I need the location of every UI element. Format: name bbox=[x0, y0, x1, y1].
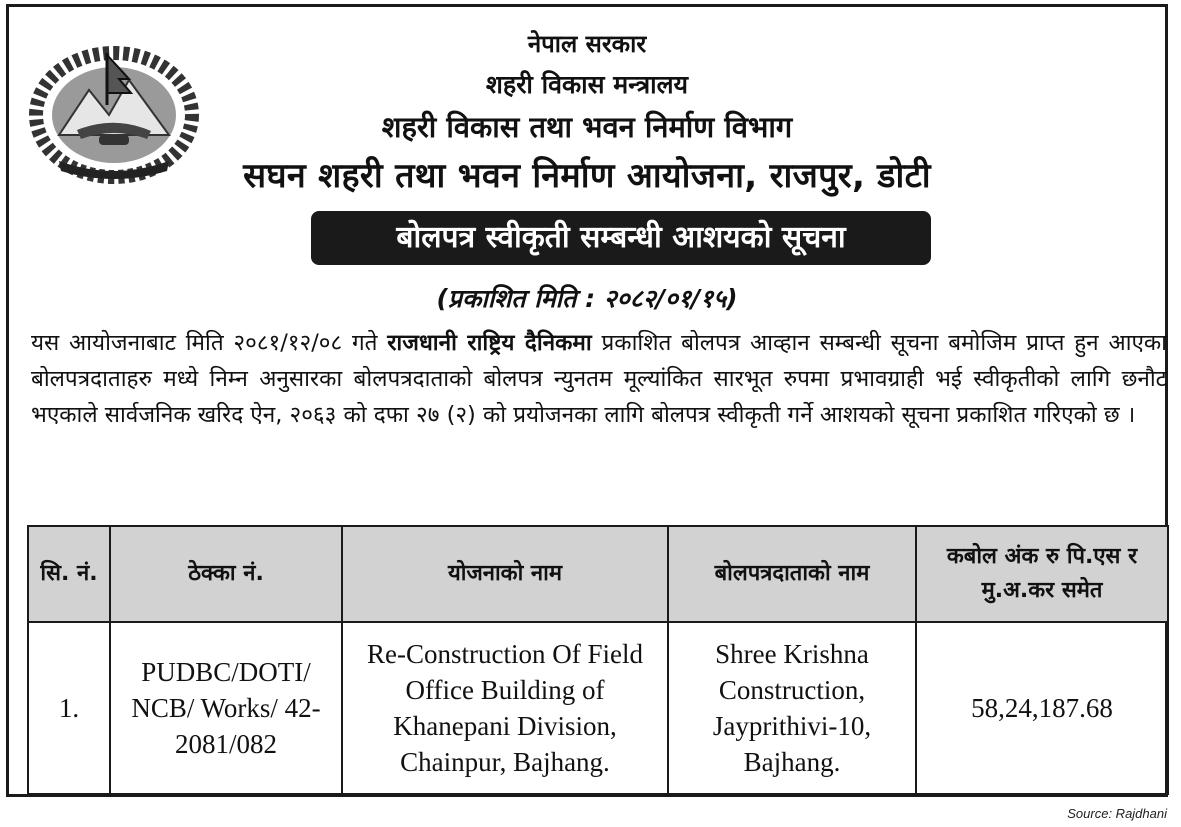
table-row bbox=[28, 622, 1168, 794]
col-header-project-name: योजनाको नाम bbox=[342, 526, 668, 622]
notice-body-part1: यस आयोजनाबाट मिति २०८१/१२/०८ गते bbox=[31, 330, 388, 356]
cell-project-name: Re-Construction Of Field Office Building of Khanepani Division, Chainpur, Bajhang. bbox=[342, 622, 668, 794]
notice-body-part2: प्रकाशित बोलपत्र आव्हान सम्बन्धी सूचना बमोजिम प्राप्त हुन आएका बोलपत्रदाताहरु मध्ये निम्न अनुसारका बोलपत्रदाताको बोलपत्र न्युनतम मूल्यांकित सारभूत रुपमा प्रभावग्राही भई स्वीकृतीको लागि छनौट भएकाले सार्वजनिक खरिद ऐन, २०६३ को दफा २७ (२) को प्रयोजनका लागि बोलपत्र स्वीकृती गर्ने आशयको सूचना प्रकाशित गरिएको छ । bbox=[31, 330, 1167, 428]
cell-bid-amount: 58,24,187.68 bbox=[916, 622, 1168, 794]
col-header-bidder-name: बोलपत्रदाताको नाम bbox=[668, 526, 916, 622]
notice-body bbox=[31, 325, 1167, 433]
header-project-office: सघन शहरी तथा भवन निर्माण आयोजना, राजपुर, डोटी bbox=[243, 156, 931, 196]
cell-contract-no: PUDBC/DOTI/ NCB/ Works/ 42-2081/082 bbox=[110, 622, 342, 794]
published-date: (प्रकाशित मिति : २०८२/०१/१५) bbox=[436, 284, 738, 313]
notice-title-banner: बोलपत्र स्वीकृती सम्बन्धी आशयको सूचना bbox=[311, 211, 931, 265]
header-department: शहरी विकास तथा भवन निर्माण विभाग bbox=[381, 110, 793, 144]
header-ministry: शहरी विकास मन्त्रालय bbox=[485, 70, 689, 99]
col-header-sn: सि. नं. bbox=[28, 526, 110, 622]
cell-bidder-name: Shree Krishna Construction, Jayprithivi-10, Bajhang. bbox=[668, 622, 916, 794]
newspaper-name: राजधानी राष्ट्रिय दैनिकमा bbox=[387, 330, 592, 356]
col-header-bid-amount: कबोल अंक रु पि.एस र मु.अ.कर समेत bbox=[916, 526, 1168, 622]
notice-frame bbox=[6, 4, 1168, 797]
header-government: नेपाल सरकार bbox=[527, 30, 647, 58]
col-header-contract-no: ठेक्का नं. bbox=[110, 526, 342, 622]
cell-sn: 1. bbox=[28, 622, 110, 794]
table-header-row bbox=[28, 526, 1168, 622]
source-credit: Source: Rajdhani bbox=[1067, 806, 1167, 821]
award-table bbox=[27, 525, 1169, 795]
